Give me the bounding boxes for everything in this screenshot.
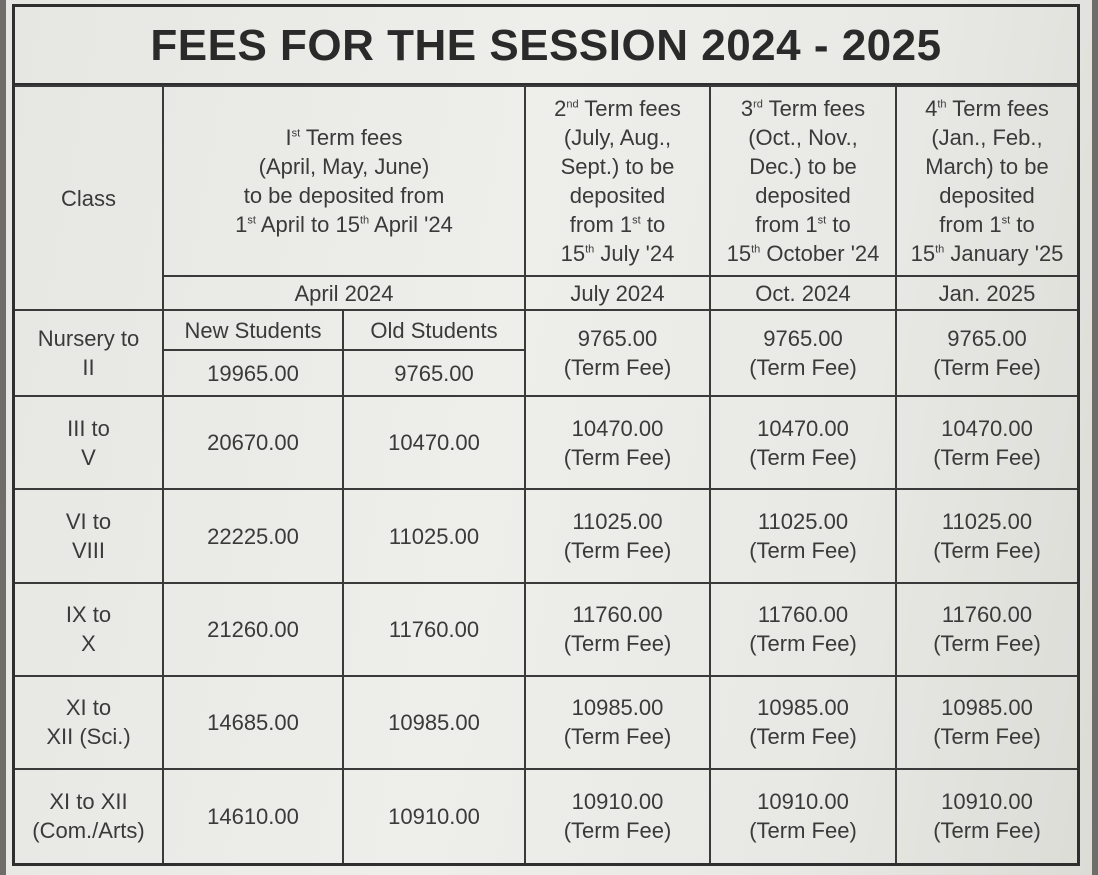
term3-to: 15th October '24	[726, 241, 880, 267]
term-fee-label: (Term Fee)	[563, 818, 672, 844]
term4-fee-cell	[896, 396, 1077, 489]
header-row	[15, 86, 1077, 276]
class-header-label: Class	[60, 185, 116, 211]
fee-value: 11760.00	[941, 602, 1033, 628]
new-student-fee: 20670.00	[163, 396, 343, 489]
term2-to: 15th July '24	[560, 241, 675, 267]
term2-from: from 1st to	[569, 212, 666, 238]
fee-value: 10910.00	[571, 789, 664, 815]
new-student-fee: 22225.00	[163, 489, 343, 582]
term-fee-label: (Term Fee)	[563, 538, 672, 564]
old-student-fee: 9765.00	[343, 350, 525, 396]
term2-fee-cell	[525, 489, 710, 582]
term4-fee-cell	[896, 676, 1077, 769]
term4-months-cont: March) to be	[925, 154, 1049, 180]
month-row	[15, 276, 1077, 310]
old-student-fee: 11760.00	[343, 583, 525, 676]
term-fee-label: (Term Fee)	[563, 444, 672, 470]
table-row	[15, 583, 1077, 676]
term2-months-cont: Sept.) to be	[560, 154, 675, 180]
fee-value: 9765.00	[947, 326, 1027, 352]
class-line-2: X	[81, 631, 96, 657]
term-fee-label: (Term Fee)	[933, 355, 1041, 381]
term3-from: from 1st to	[755, 212, 851, 238]
term3-months-cont: Dec.) to be	[749, 154, 857, 180]
fee-value: 9765.00	[763, 326, 843, 352]
term3-months: (Oct., Nov.,	[748, 125, 858, 151]
fee-value: 11760.00	[757, 602, 849, 628]
term1-header	[163, 86, 525, 276]
term4-fee-cell	[896, 769, 1077, 863]
table-row	[15, 396, 1077, 489]
term3-month: Oct. 2024	[710, 276, 896, 310]
term1-deposit-text: to be deposited from	[243, 183, 445, 209]
term-fee-label: (Term Fee)	[933, 818, 1041, 844]
class-line-1: XI to XII	[49, 789, 128, 815]
term2-title: 2nd Term fees	[554, 96, 681, 122]
fee-notice-sheet	[6, 0, 1092, 875]
table-row	[15, 676, 1077, 769]
fee-table-frame	[12, 4, 1080, 866]
class-line-1: VI to	[65, 509, 112, 535]
term3-title: 3rd Term fees	[740, 96, 866, 122]
term3-deposited: deposited	[755, 183, 851, 209]
term3-fee-cell	[710, 489, 896, 582]
fee-value: 11025.00	[757, 509, 849, 535]
term1-month: April 2024	[163, 276, 525, 310]
class-cell	[15, 310, 163, 396]
class-line-2: VIII	[71, 538, 105, 564]
new-students-header: New Students	[163, 310, 343, 350]
page-title: FEES FOR THE SESSION 2024 - 2025	[15, 7, 1077, 85]
class-header	[15, 86, 163, 310]
class-line-2: II	[82, 355, 95, 381]
term-fee-label: (Term Fee)	[933, 538, 1041, 564]
term4-months: (Jan., Feb.,	[931, 125, 1043, 151]
term1-deposit-dates: 1st April to 15th April '24	[235, 212, 453, 238]
term-fee-label: (Term Fee)	[749, 538, 857, 564]
term4-fee-cell	[896, 310, 1077, 396]
class-cell	[15, 396, 163, 489]
class-line-1: IX to	[65, 602, 112, 628]
term4-deposited: deposited	[939, 183, 1035, 209]
fee-value: 9765.00	[577, 326, 658, 352]
fee-value: 10910.00	[941, 789, 1033, 815]
fee-value: 10985.00	[941, 695, 1033, 721]
new-student-fee: 14610.00	[163, 769, 343, 863]
fee-table	[15, 85, 1077, 863]
fee-value: 11760.00	[572, 602, 663, 628]
old-student-fee: 10985.00	[343, 676, 525, 769]
table-row	[15, 489, 1077, 582]
term4-from: from 1st to	[939, 212, 1035, 238]
class-line-2: (Com./Arts)	[32, 818, 145, 844]
term2-fee-cell	[525, 676, 710, 769]
class-line-2: XII (Sci.)	[46, 724, 131, 750]
term4-fee-cell	[896, 489, 1077, 582]
class-cell	[15, 769, 163, 863]
term2-fee-cell	[525, 396, 710, 489]
term-fee-label: (Term Fee)	[749, 631, 857, 657]
fee-value: 11025.00	[572, 509, 663, 535]
term4-month: Jan. 2025	[896, 276, 1077, 310]
old-student-fee: 10470.00	[343, 396, 525, 489]
term2-fee-cell	[525, 310, 710, 396]
fee-value: 10470.00	[571, 415, 664, 441]
old-students-header: Old Students	[343, 310, 525, 350]
class-line-1: Nursery to	[37, 326, 140, 352]
term2-fee-cell	[525, 583, 710, 676]
term-fee-label: (Term Fee)	[563, 355, 672, 381]
fee-value: 11025.00	[941, 509, 1033, 535]
table-row	[15, 769, 1077, 863]
class-line-2: V	[81, 444, 96, 470]
old-student-fee: 11025.00	[343, 489, 525, 582]
new-student-fee: 21260.00	[163, 583, 343, 676]
term3-fee-cell	[710, 769, 896, 863]
new-student-fee: 19965.00	[163, 350, 343, 396]
term-fee-label: (Term Fee)	[749, 818, 857, 844]
term1-months: (April, May, June)	[258, 154, 430, 180]
fee-value: 10910.00	[757, 789, 849, 815]
term4-fee-cell	[896, 583, 1077, 676]
term-fee-label: (Term Fee)	[749, 724, 857, 750]
term3-fee-cell	[710, 396, 896, 489]
term2-header	[525, 86, 710, 276]
term-fee-label: (Term Fee)	[749, 355, 857, 381]
term-fee-label: (Term Fee)	[933, 631, 1041, 657]
term1-title: Ist Term fees	[285, 125, 403, 151]
fee-value: 10470.00	[757, 415, 849, 441]
table-row	[15, 310, 1077, 350]
term3-fee-cell	[710, 583, 896, 676]
term2-months: (July, Aug.,	[563, 125, 672, 151]
term2-fee-cell	[525, 769, 710, 863]
class-cell	[15, 489, 163, 582]
term4-to: 15th January '25	[910, 241, 1064, 267]
term4-header	[896, 86, 1077, 276]
old-student-fee: 10910.00	[343, 769, 525, 863]
fee-value: 10470.00	[941, 415, 1033, 441]
class-cell	[15, 583, 163, 676]
term3-fee-cell	[710, 676, 896, 769]
term-fee-label: (Term Fee)	[563, 631, 672, 657]
term-fee-label: (Term Fee)	[933, 724, 1041, 750]
term3-header	[710, 86, 896, 276]
term-fee-label: (Term Fee)	[749, 444, 857, 470]
fee-value: 10985.00	[571, 695, 664, 721]
new-student-fee: 14685.00	[163, 676, 343, 769]
fee-value: 10985.00	[757, 695, 849, 721]
term4-title: 4th Term fees	[925, 96, 1049, 122]
class-line-1: III to	[67, 415, 110, 441]
term-fee-label: (Term Fee)	[933, 444, 1041, 470]
term-fee-label: (Term Fee)	[563, 724, 672, 750]
class-line-1: XI to	[65, 695, 112, 721]
term3-fee-cell	[710, 310, 896, 396]
term2-month: July 2024	[525, 276, 710, 310]
term2-deposited: deposited	[569, 183, 666, 209]
class-cell	[15, 676, 163, 769]
